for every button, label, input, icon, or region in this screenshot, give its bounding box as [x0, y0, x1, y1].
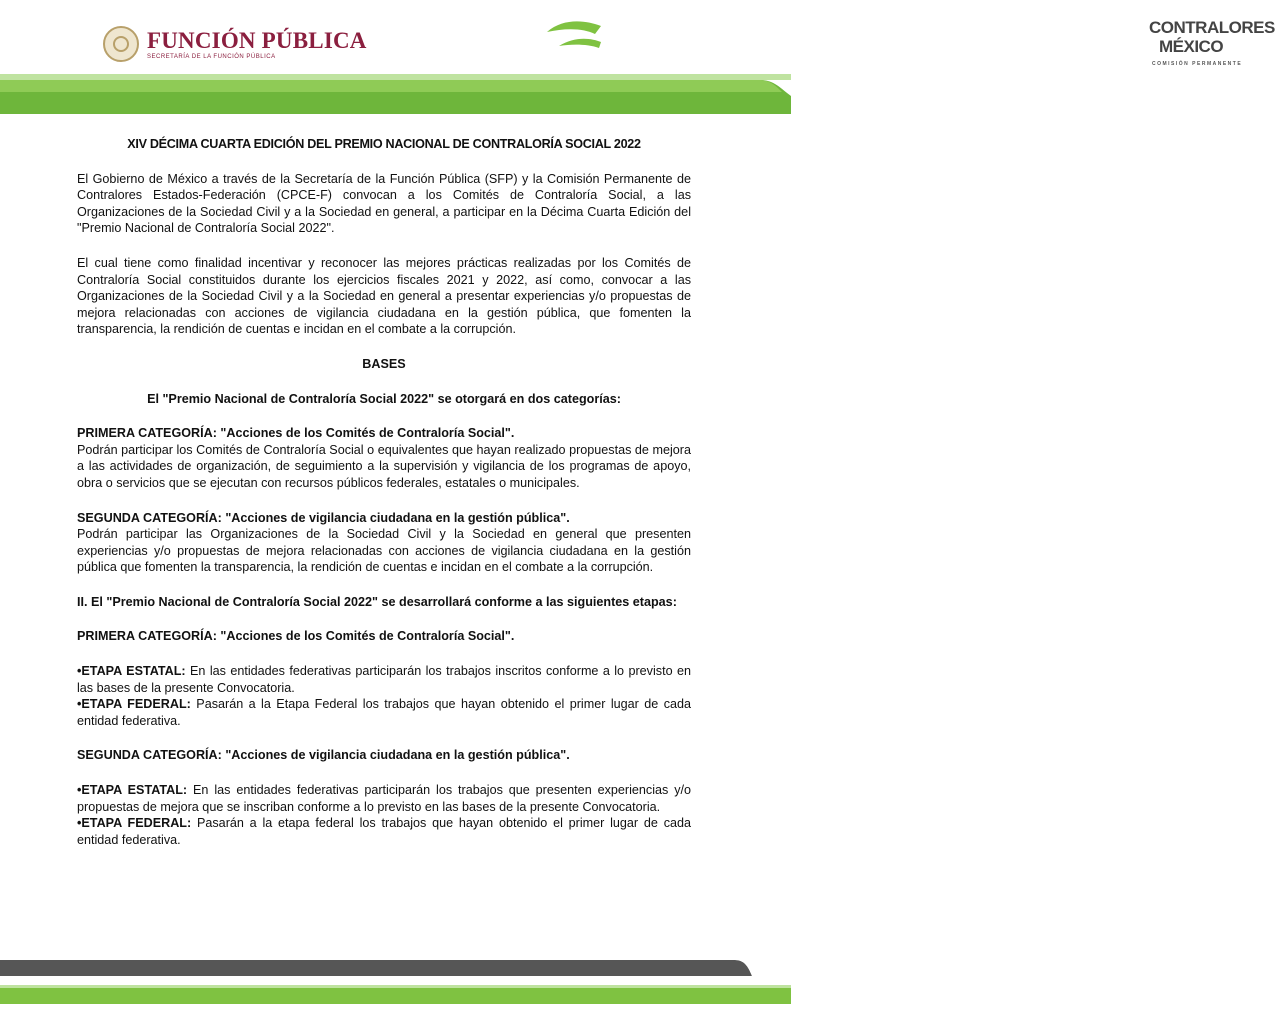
contralores-mexico-logo — [545, 16, 1275, 72]
document-title: XIV DÉCIMA CUARTA EDICIÓN DEL PREMIO NACIONAL DE CONTRALORÍA SOCIAL 2022 — [127, 137, 641, 151]
contralores-swoosh-icon — [545, 16, 695, 72]
footer-bands — [0, 958, 791, 1008]
national-seal-icon — [103, 26, 139, 62]
stage-text: Pasarán a la Etapa Federal los trabajos que hayan obtenido el primer lugar de cada entidad federativa. — [77, 697, 691, 728]
cm-logo-line1: CONTRALORES — [1149, 18, 1275, 37]
header-green-band — [0, 74, 791, 114]
fp-logo-subtitle: SECRETARÍA DE LA FUNCIÓN PÚBLICA — [147, 53, 276, 60]
stage-label: •ETAPA FEDERAL: — [77, 816, 192, 831]
category-2-title: SEGUNDA CATEGORÍA: "Acciones de vigilancia ciudadana en la gestión pública". — [77, 510, 570, 525]
category-1-title: PRIMERA CATEGORÍA: "Acciones de los Comités de Contraloría Social". — [77, 426, 515, 441]
page-header — [0, 0, 1275, 115]
cm-logo-line3: COMISIÓN PERMANENTE — [1152, 61, 1243, 67]
stage-category-1-title: PRIMERA CATEGORÍA: "Acciones de los Comités de Contraloría Social". — [77, 629, 515, 644]
stage-2-federal — [77, 815, 691, 848]
intro-paragraph: El Gobierno de México a través de la Secretaría de la Función Pública (SFP) y la Comisión Permanente de Contralores Estados-Federación (CPCE-F) convocan a los Comités de Contraloría Social, a las Organizaciones de la Sociedad Civil y a la Sociedad en general, a participar en la Décima Cuarta Edición del "Premio Nacional de Contraloría Social 2022". — [77, 171, 691, 236]
stage-label: •ETAPA ESTATAL: — [77, 783, 188, 798]
cm-logo-line2: MÉXICO — [1159, 37, 1224, 56]
purpose-paragraph: El cual tiene como finalidad incentivar y reconocer las mejores prácticas realizadas por los Comités de Contraloría Social constituidos durante los ejercicios fiscales 2021 y 2022, así como, convocar a las Organizaciones de la Sociedad Civil y a la Sociedad en general a presentar experiencias y/o propuestas de mejora relacionadas con acciones de vigilancia ciudadana en la gestión pública, que fomenten la transparencia, la rendición de cuentas e incidan en el combate a la corrupción. — [77, 255, 691, 337]
stage-2-estatal — [77, 782, 691, 815]
stage-text: Pasarán a la etapa federal los trabajos que hayan obtenido el primer lugar de cada entidad federativa. — [77, 816, 691, 847]
stage-category-2-title: SEGUNDA CATEGORÍA: "Acciones de vigilancia ciudadana en la gestión pública". — [77, 748, 570, 763]
stage-text: En las entidades federativas participarán los trabajos inscritos conforme a lo previsto en las bases de la presente Convocatoria. — [77, 664, 691, 695]
stage-label: •ETAPA FEDERAL: — [77, 697, 191, 712]
bases-heading: BASES — [362, 356, 406, 371]
stage-1-federal — [77, 696, 691, 729]
category-1-text: Podrán participar los Comités de Contraloría Social o equivalentes que hayan realizado propuestas de mejora a las actividades de organización, de seguimiento a la supervisión y vigilancia de los programas de apoyo, obra o servicios que se ejecutan con recursos públicos federales, estatales o municipales. — [77, 442, 691, 490]
categories-intro: El "Premio Nacional de Contraloría Social 2022" se otorgará en dos categorías: — [147, 391, 621, 406]
stage-1-estatal — [77, 663, 691, 696]
document-body — [77, 136, 691, 848]
category-2-text: Podrán participar las Organizaciones de la Sociedad Civil y la Sociedad en general que presenten experiencias y/o propuestas de mejora relacionadas con acciones de vigilancia ciudadana en la gestión pública que fomenten la transparencia, la rendición de cuentas e incidan en el combate a la corrupción. — [77, 527, 691, 575]
stage-label: •ETAPA ESTATAL: — [77, 664, 186, 679]
section-2-heading: II. El "Premio Nacional de Contraloría Social 2022" se desarrollará conforme a las siguientes etapas: — [77, 594, 677, 609]
fp-logo-title: FUNCIÓN PÚBLICA — [147, 27, 367, 53]
funcion-publica-logo — [103, 26, 367, 62]
stage-text: En las entidades federativas participarán los trabajos que presenten experiencias y/o propuestas de mejora que se inscriban conforme a lo previsto en las bases de la presente Convocatoria. — [77, 783, 692, 814]
